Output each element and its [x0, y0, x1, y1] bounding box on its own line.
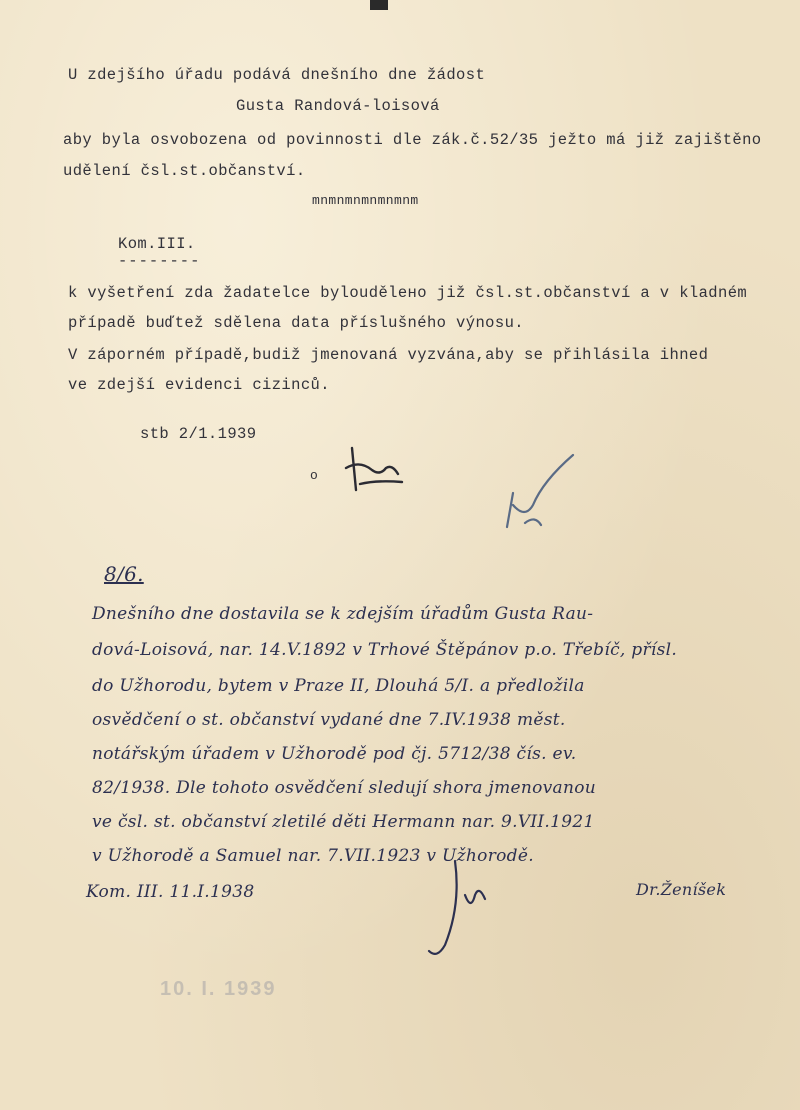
applicant-name: Gusta Randová-loisová — [236, 97, 440, 115]
typed-line-4: udělení čsl.st.občanství. — [63, 162, 306, 180]
signature-mark-1 — [340, 440, 410, 500]
kom-underline: -------- — [118, 252, 201, 270]
handwritten-line-6: 82/1938. Dle tohoto osvědčení sledují shora jmenovanou — [92, 778, 597, 798]
signature-mark-2 — [495, 445, 585, 535]
place-date: stb 2/1.1939 — [140, 425, 257, 443]
handwritten-line-3: do Užhorodu, bytem v Praze II, Dlouhá 5/I. a předložila — [92, 676, 585, 696]
handwritten-line-8: v Užhorodě a Samuel nar. 7.VII.1923 v Užhorodě. — [92, 846, 534, 866]
typed-body-4: ve zdejší evidenci cizinců. — [68, 376, 330, 394]
handwritten-line-2: dová-Loisová, nar. 14.V.1892 v Trhové Štěpánov p.o. Třebíč, přísl. — [92, 640, 678, 660]
binding-mark — [370, 0, 388, 10]
small-mark: o — [310, 468, 319, 483]
handwritten-line-1: Dnešního dne dostavila se k zdejším úřadům Gusta Rau- — [92, 604, 594, 624]
typed-body-3: V záporném případě,budiž jmenovaná vyzvána,aby se přihlásila ihned — [68, 346, 709, 364]
faded-stamp: 10. I. 1939 — [160, 978, 277, 1000]
handwritten-line-7: ve čsl. st. občanství zletilé děti Hermann nar. 9.VII.1921 — [92, 812, 595, 832]
handwritten-footer-date: Kom. III. 11.I.1938 — [86, 882, 255, 902]
handwritten-line-4: osvědčení o st. občanství vydané dne 7.IV.1938 měst. — [92, 710, 566, 730]
officer-signature: Dr.Ženíšek — [636, 880, 727, 899]
handwritten-line-5: notářským úřadem v Užhorodě pod čj. 5712/38 čís. ev. — [92, 744, 577, 764]
signature-mark-3 — [415, 855, 495, 965]
typed-body-2: případě buďtež sdělena data příslušného výnosu. — [68, 314, 524, 332]
kom-heading: Kom.III. — [118, 235, 196, 253]
typed-body-1: k vyšetření zda žadatelce byloudělено již čsl.st.občanství a v kladném — [68, 284, 748, 302]
typed-line-1: U zdejšího úřadu podává dnešního dne žádost — [68, 66, 486, 84]
typed-filler: mnmnmnmnmnmnm — [312, 193, 419, 208]
typed-line-3: aby byla osvobozena od povinnosti dle zák.č.52/35 ježto má již zajištěno — [63, 131, 762, 149]
handwritten-reference: 8/6. — [104, 562, 144, 586]
